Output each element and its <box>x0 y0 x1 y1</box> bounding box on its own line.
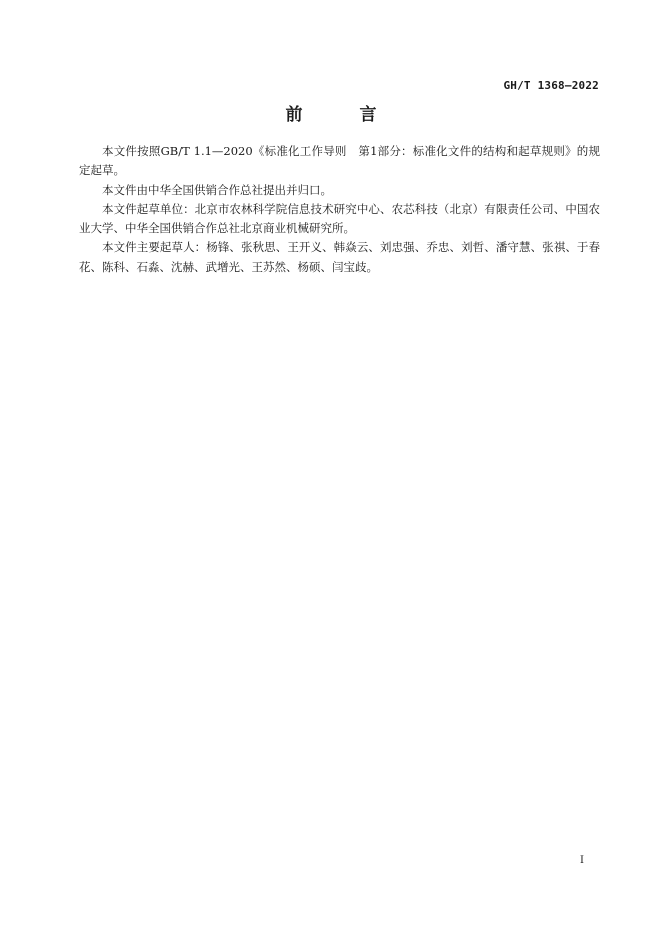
page-number: I <box>580 855 584 866</box>
standard-code: GH/T 1368—2022 <box>503 79 599 92</box>
paragraph-proposer: 本文件由中华全国供销合作总社提出并归口。 <box>102 182 332 197</box>
paragraph-drafting-units: 本文件起草单位：北京市农林科学院信息技术研究中心、农芯科技（北京）有限责任公司、中国农业大学、中华全国供销合作总社北京商业机械研究所。 <box>79 201 600 236</box>
paragraph-drafters: 本文件主要起草人：杨锋、张秋思、王开义、韩焱云、刘忠强、乔忠、刘哲、潘守慧、张祺、于春花、陈科、石淼、沈赫、武增光、王苏然、杨硕、闫宝歧。 <box>79 240 600 274</box>
foreword-body <box>79 142 600 277</box>
paragraph-drafting-basis: 本文件按照GB/T 1.1—2020《标准化工作导则 第1部分：标准化文件的结构和起草规则》的规定起草。 <box>79 144 600 178</box>
page-title: 前 言 <box>285 105 397 125</box>
